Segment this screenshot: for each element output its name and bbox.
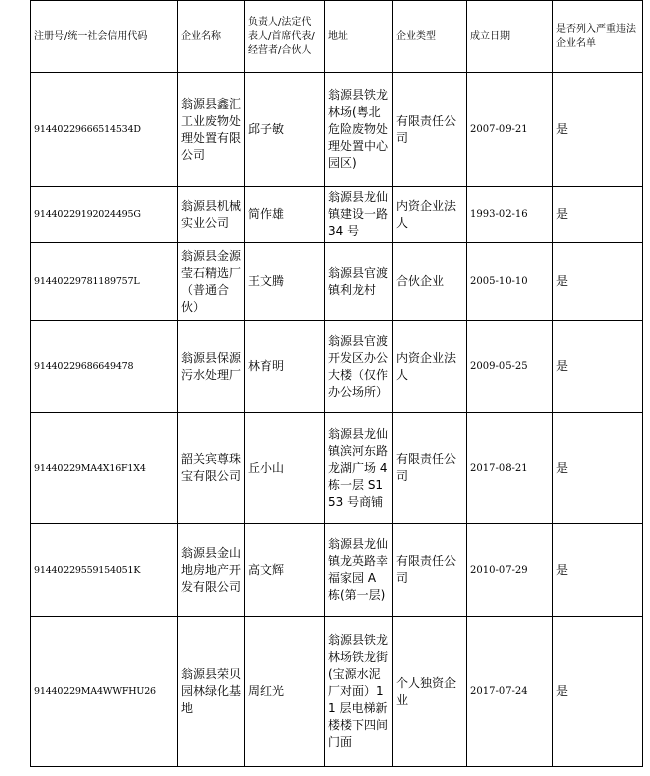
cell-name: 翁源县鑫汇工业废物处理处置有限公司 — [178, 73, 245, 187]
cell-address: 翁源县官渡开发区办公大楼（仅作办公场所） — [325, 321, 393, 413]
header-name: 企业名称 — [178, 1, 245, 73]
table-row — [31, 73, 643, 187]
cell-type: 内资企业法人 — [393, 187, 467, 243]
cell-listed: 是 — [553, 243, 643, 321]
cell-name: 翁源县机械实业公司 — [178, 187, 245, 243]
cell-code: 91440229MA4X16F1X4 — [31, 413, 178, 524]
header-type: 企业类型 — [393, 1, 467, 73]
cell-code: 91440229781189757L — [31, 243, 178, 321]
cell-date: 2009-05-25 — [467, 321, 553, 413]
table-row — [31, 321, 643, 413]
cell-person: 高文辉 — [245, 524, 325, 617]
enterprise-table — [30, 0, 643, 767]
header-row — [31, 1, 643, 73]
table-row — [31, 187, 643, 243]
cell-type: 有限责任公司 — [393, 413, 467, 524]
cell-name: 韶关宾尊珠宝有限公司 — [178, 413, 245, 524]
cell-name: 翁源县保源污水处理厂 — [178, 321, 245, 413]
cell-listed: 是 — [553, 617, 643, 767]
cell-date: 2005-10-10 — [467, 243, 553, 321]
header-listed: 是否列入严重违法企业名单 — [553, 1, 643, 73]
cell-date: 2010-07-29 — [467, 524, 553, 617]
cell-code: 91440229666514534D — [31, 73, 178, 187]
cell-date: 2007-09-21 — [467, 73, 553, 187]
cell-code: 91440229559154051K — [31, 524, 178, 617]
header-code: 注册号/统一社会信用代码 — [31, 1, 178, 73]
cell-address: 翁源县龙仙镇龙英路幸福家园 A 栋(第一层) — [325, 524, 393, 617]
cell-listed: 是 — [553, 321, 643, 413]
header-address: 地址 — [325, 1, 393, 73]
header-person: 负责人/法定代表人/首席代表/经营者/合伙人 — [245, 1, 325, 73]
cell-address: 翁源县龙仙镇建设一路 34 号 — [325, 187, 393, 243]
cell-type: 个人独资企业 — [393, 617, 467, 767]
cell-date: 1993-02-16 — [467, 187, 553, 243]
cell-person: 丘小山 — [245, 413, 325, 524]
cell-name: 翁源县金山地房地产开发有限公司 — [178, 524, 245, 617]
cell-code: 91440229192024495G — [31, 187, 178, 243]
table-row — [31, 524, 643, 617]
cell-listed: 是 — [553, 187, 643, 243]
cell-person: 简作雄 — [245, 187, 325, 243]
cell-date: 2017-08-21 — [467, 413, 553, 524]
cell-name: 翁源县荣贝园林绿化基地 — [178, 617, 245, 767]
header-date: 成立日期 — [467, 1, 553, 73]
table-row — [31, 413, 643, 524]
cell-type: 合伙企业 — [393, 243, 467, 321]
cell-address: 翁源县官渡镇利龙村 — [325, 243, 393, 321]
cell-address: 翁源县铁龙林场铁龙街(宝源水泥厂对面）11 层电梯新楼楼下四间门面 — [325, 617, 393, 767]
cell-listed: 是 — [553, 73, 643, 187]
cell-code: 91440229MA4WWFHU26 — [31, 617, 178, 767]
table-row — [31, 617, 643, 767]
cell-address: 翁源县龙仙镇滨河东路龙湖广场 4 栋一层 S153 号商铺 — [325, 413, 393, 524]
cell-code: 91440229686649478 — [31, 321, 178, 413]
cell-date: 2017-07-24 — [467, 617, 553, 767]
cell-person: 王文腾 — [245, 243, 325, 321]
cell-listed: 是 — [553, 413, 643, 524]
cell-type: 有限责任公司 — [393, 524, 467, 617]
cell-person: 林育明 — [245, 321, 325, 413]
cell-name: 翁源县金源莹石精选厂（普通合伙） — [178, 243, 245, 321]
cell-person: 邱子敏 — [245, 73, 325, 187]
cell-type: 有限责任公司 — [393, 73, 467, 187]
cell-person: 周红光 — [245, 617, 325, 767]
cell-listed: 是 — [553, 524, 643, 617]
cell-address: 翁源县铁龙林场(粤北危险废物处理处置中心园区) — [325, 73, 393, 187]
cell-type: 内资企业法人 — [393, 321, 467, 413]
document-page — [30, 0, 642, 767]
table-row — [31, 243, 643, 321]
